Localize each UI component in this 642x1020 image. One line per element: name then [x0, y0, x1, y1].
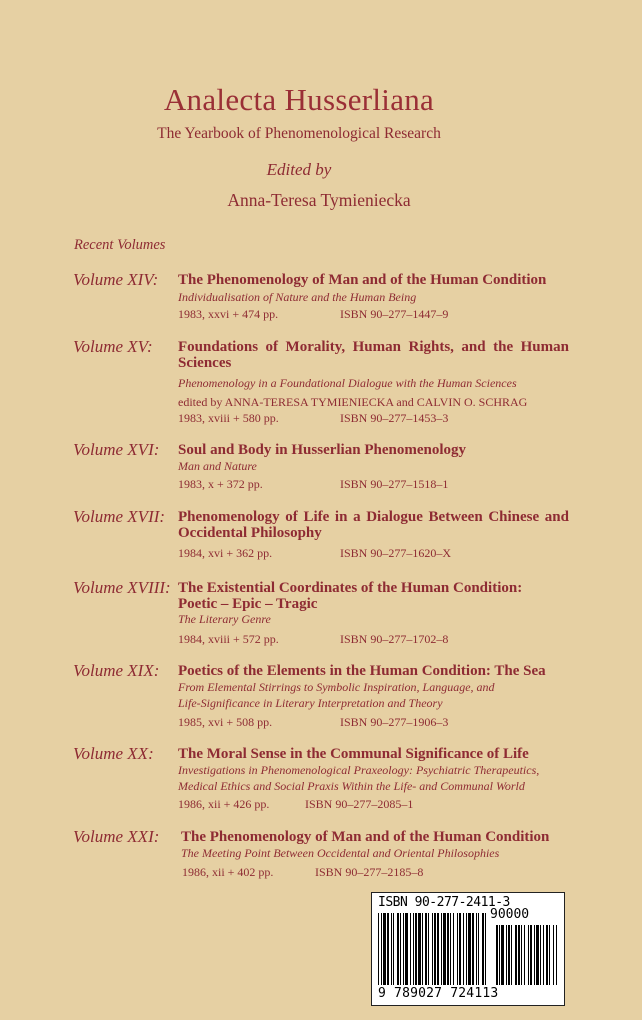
barcode-bar	[434, 913, 436, 985]
barcode-bar	[482, 913, 484, 985]
barcode-addon-bar	[543, 925, 544, 985]
barcode-bar	[466, 913, 467, 985]
volume-subtitle: Man and Nature	[178, 459, 257, 473]
barcode-bar	[425, 913, 427, 985]
barcode-addon-bar	[556, 925, 557, 985]
volume-details	[178, 797, 414, 812]
volume-details	[182, 865, 424, 880]
barcode-bar	[393, 913, 394, 985]
barcode-bar	[432, 913, 433, 985]
volume-label: Volume XIV:	[73, 270, 159, 289]
volume-subtitle-line: Medical Ethics and Social Praxis Within the Life- and Communal World	[178, 779, 525, 793]
volume-title: The Phenomenology of Man and of the Human Condition	[178, 272, 547, 288]
volume-subtitle: Individualisation of Nature and the Human Being	[178, 290, 417, 304]
volume-label: Volume XVIII:	[73, 578, 171, 597]
volume-details	[178, 307, 449, 322]
volume-title: Soul and Body in Husserlian Phenomenology	[178, 442, 466, 458]
barcode-addon-bar	[506, 925, 507, 985]
volume-title: The Moral Sense in the Communal Significance of Life	[178, 746, 529, 762]
volume-details	[178, 546, 452, 561]
barcode-addon-bar	[534, 925, 535, 985]
volume-subtitle-line: From Elemental Stirrings to Symbolic Inspiration, Language, and	[178, 680, 495, 694]
volume-isbn: ISBN 90–277–1702–8	[340, 632, 449, 646]
volume-details	[178, 411, 449, 426]
volume-label: Volume XX:	[73, 744, 154, 763]
volume-subtitle-line: Life-Significance in Literary Interpretation and Theory	[178, 696, 443, 710]
barcode-bar	[468, 913, 471, 985]
barcode-bar	[405, 913, 408, 985]
barcode-addon-bar	[553, 925, 554, 985]
edited-by-label: Edited by	[266, 160, 332, 179]
volume-subtitle-line: Investigations in Phenomenological Praxeology: Psychiatric Therapeutics,	[178, 763, 540, 777]
series-subtitle: The Yearbook of Phenomenological Research	[157, 125, 441, 142]
volume-isbn: ISBN 90–277–1447–9	[340, 307, 449, 321]
isbn-barcode	[371, 892, 565, 1006]
barcode-addon-bar	[530, 925, 532, 985]
barcode-addon-bar	[536, 925, 539, 985]
barcode-bar	[443, 913, 446, 985]
barcode-bar	[453, 913, 454, 985]
barcode-addon-digits: 90000	[490, 907, 530, 922]
barcode-bar	[391, 913, 392, 985]
barcode-bar	[450, 913, 451, 985]
volume-pages: 1986, xii + 426 pp.	[178, 797, 270, 811]
volume-label: Volume XV:	[73, 337, 153, 356]
volume-subtitle: Phenomenology in a Foundational Dialogue with the Human Sciences	[178, 376, 517, 390]
barcode-addon-bar	[508, 925, 510, 985]
editor-name: Anna-Teresa Tymieniecka	[227, 190, 411, 210]
volume-title: The Phenomenology of Man and of the Human Condition	[181, 829, 550, 845]
barcode-addon-bar	[540, 925, 541, 985]
barcode-addon-bar	[501, 925, 504, 985]
volume-label: Volume XVI:	[73, 440, 160, 459]
volume-pages: 1983, xviii + 580 pp.	[178, 411, 279, 425]
volume-details	[178, 715, 449, 730]
barcode-addon-bar	[528, 925, 529, 985]
volume-subtitle: The Meeting Point Between Occidental and Oriental Philosophies	[181, 846, 500, 860]
volume-title-line: Poetic – Epic – Tragic	[178, 596, 318, 612]
barcode-bar	[418, 913, 421, 985]
barcode-bar	[447, 913, 449, 985]
volume-title: Foundations of Morality, Human Rights, and the Human Sciences	[178, 339, 569, 371]
barcode-addon-bar	[511, 925, 512, 985]
volume-title: Phenomenology of Life in a Dialogue Between Chinese and Occidental Philosophy	[178, 509, 569, 541]
barcode-bar	[397, 913, 399, 985]
barcode-bar	[437, 913, 439, 985]
barcode-bar	[413, 913, 414, 985]
volume-pages: 1984, xvi + 362 pp.	[178, 546, 273, 560]
barcode-bar	[381, 913, 382, 985]
recent-volumes-label: Recent Volumes	[74, 237, 166, 253]
barcode-addon-bar	[524, 925, 525, 985]
volume-title: Poetics of the Elements in the Human Condition: The Sea	[178, 663, 546, 679]
barcode-bar	[400, 913, 401, 985]
barcode-bar	[403, 913, 404, 985]
barcode-addon-bar	[521, 925, 522, 985]
barcode-bar	[485, 913, 486, 985]
barcode-addon-bar	[549, 925, 550, 985]
volume-title-line: The Existential Coordinates of the Human Condition:	[178, 580, 523, 596]
barcode-bar	[478, 913, 479, 985]
volume-label: Volume XIX:	[73, 661, 160, 680]
barcode-bar	[387, 913, 389, 985]
barcode-bars	[376, 913, 560, 989]
barcode-addon-bar	[518, 925, 520, 985]
volume-isbn: ISBN 90–277–1906–3	[340, 715, 449, 729]
volume-pages: 1986, xii + 402 pp.	[182, 865, 274, 879]
volume-isbn: ISBN 90–277–1453–3	[340, 411, 449, 425]
volume-subtitle: The Literary Genre	[178, 612, 271, 626]
barcode-addon-bar	[496, 925, 498, 985]
barcode-number: 9 789027 724113	[378, 986, 499, 1001]
barcode-bar	[410, 913, 411, 985]
volume-label: Volume XXI:	[73, 827, 160, 846]
barcode-bar	[476, 913, 477, 985]
volume-isbn: ISBN 90–277–1620–X	[340, 546, 452, 560]
volume-pages: 1985, xvi + 508 pp.	[178, 715, 273, 729]
barcode-bar	[472, 913, 474, 985]
volume-isbn: ISBN 90–277–2185–8	[315, 865, 424, 879]
barcode-addon-bar	[515, 925, 517, 985]
barcode-bar	[383, 913, 386, 985]
barcode-bar	[459, 913, 461, 985]
barcode-bar	[441, 913, 442, 985]
barcode-bar	[422, 913, 423, 985]
barcode-addon-bar	[546, 925, 548, 985]
volume-label: Volume XVII:	[73, 507, 166, 526]
volume-isbn: ISBN 90–277–2085–1	[305, 797, 414, 811]
volume-pages: 1984, xviii + 572 pp.	[178, 632, 279, 646]
barcode-bar	[378, 913, 379, 985]
barcode-isbn-text: ISBN 90-277-2411-3	[378, 895, 510, 910]
volume-details	[178, 477, 449, 492]
barcode-addon-bar	[499, 925, 500, 985]
volume-pages: 1983, x + 372 pp.	[178, 477, 263, 491]
barcode-bar	[428, 913, 429, 985]
volume-isbn: ISBN 90–277–1518–1	[340, 477, 449, 491]
volume-pages: 1983, xxvi + 474 pp.	[178, 307, 279, 321]
barcode-bar	[415, 913, 417, 985]
volume-details	[178, 632, 449, 647]
volume-editors: edited by ANNA-TERESA TYMIENIECKA and CALVIN O. SCHRAG	[178, 395, 528, 409]
barcode-bar	[457, 913, 458, 985]
barcode-bar	[463, 913, 464, 985]
series-title: Analecta Husserliana	[163, 82, 435, 117]
